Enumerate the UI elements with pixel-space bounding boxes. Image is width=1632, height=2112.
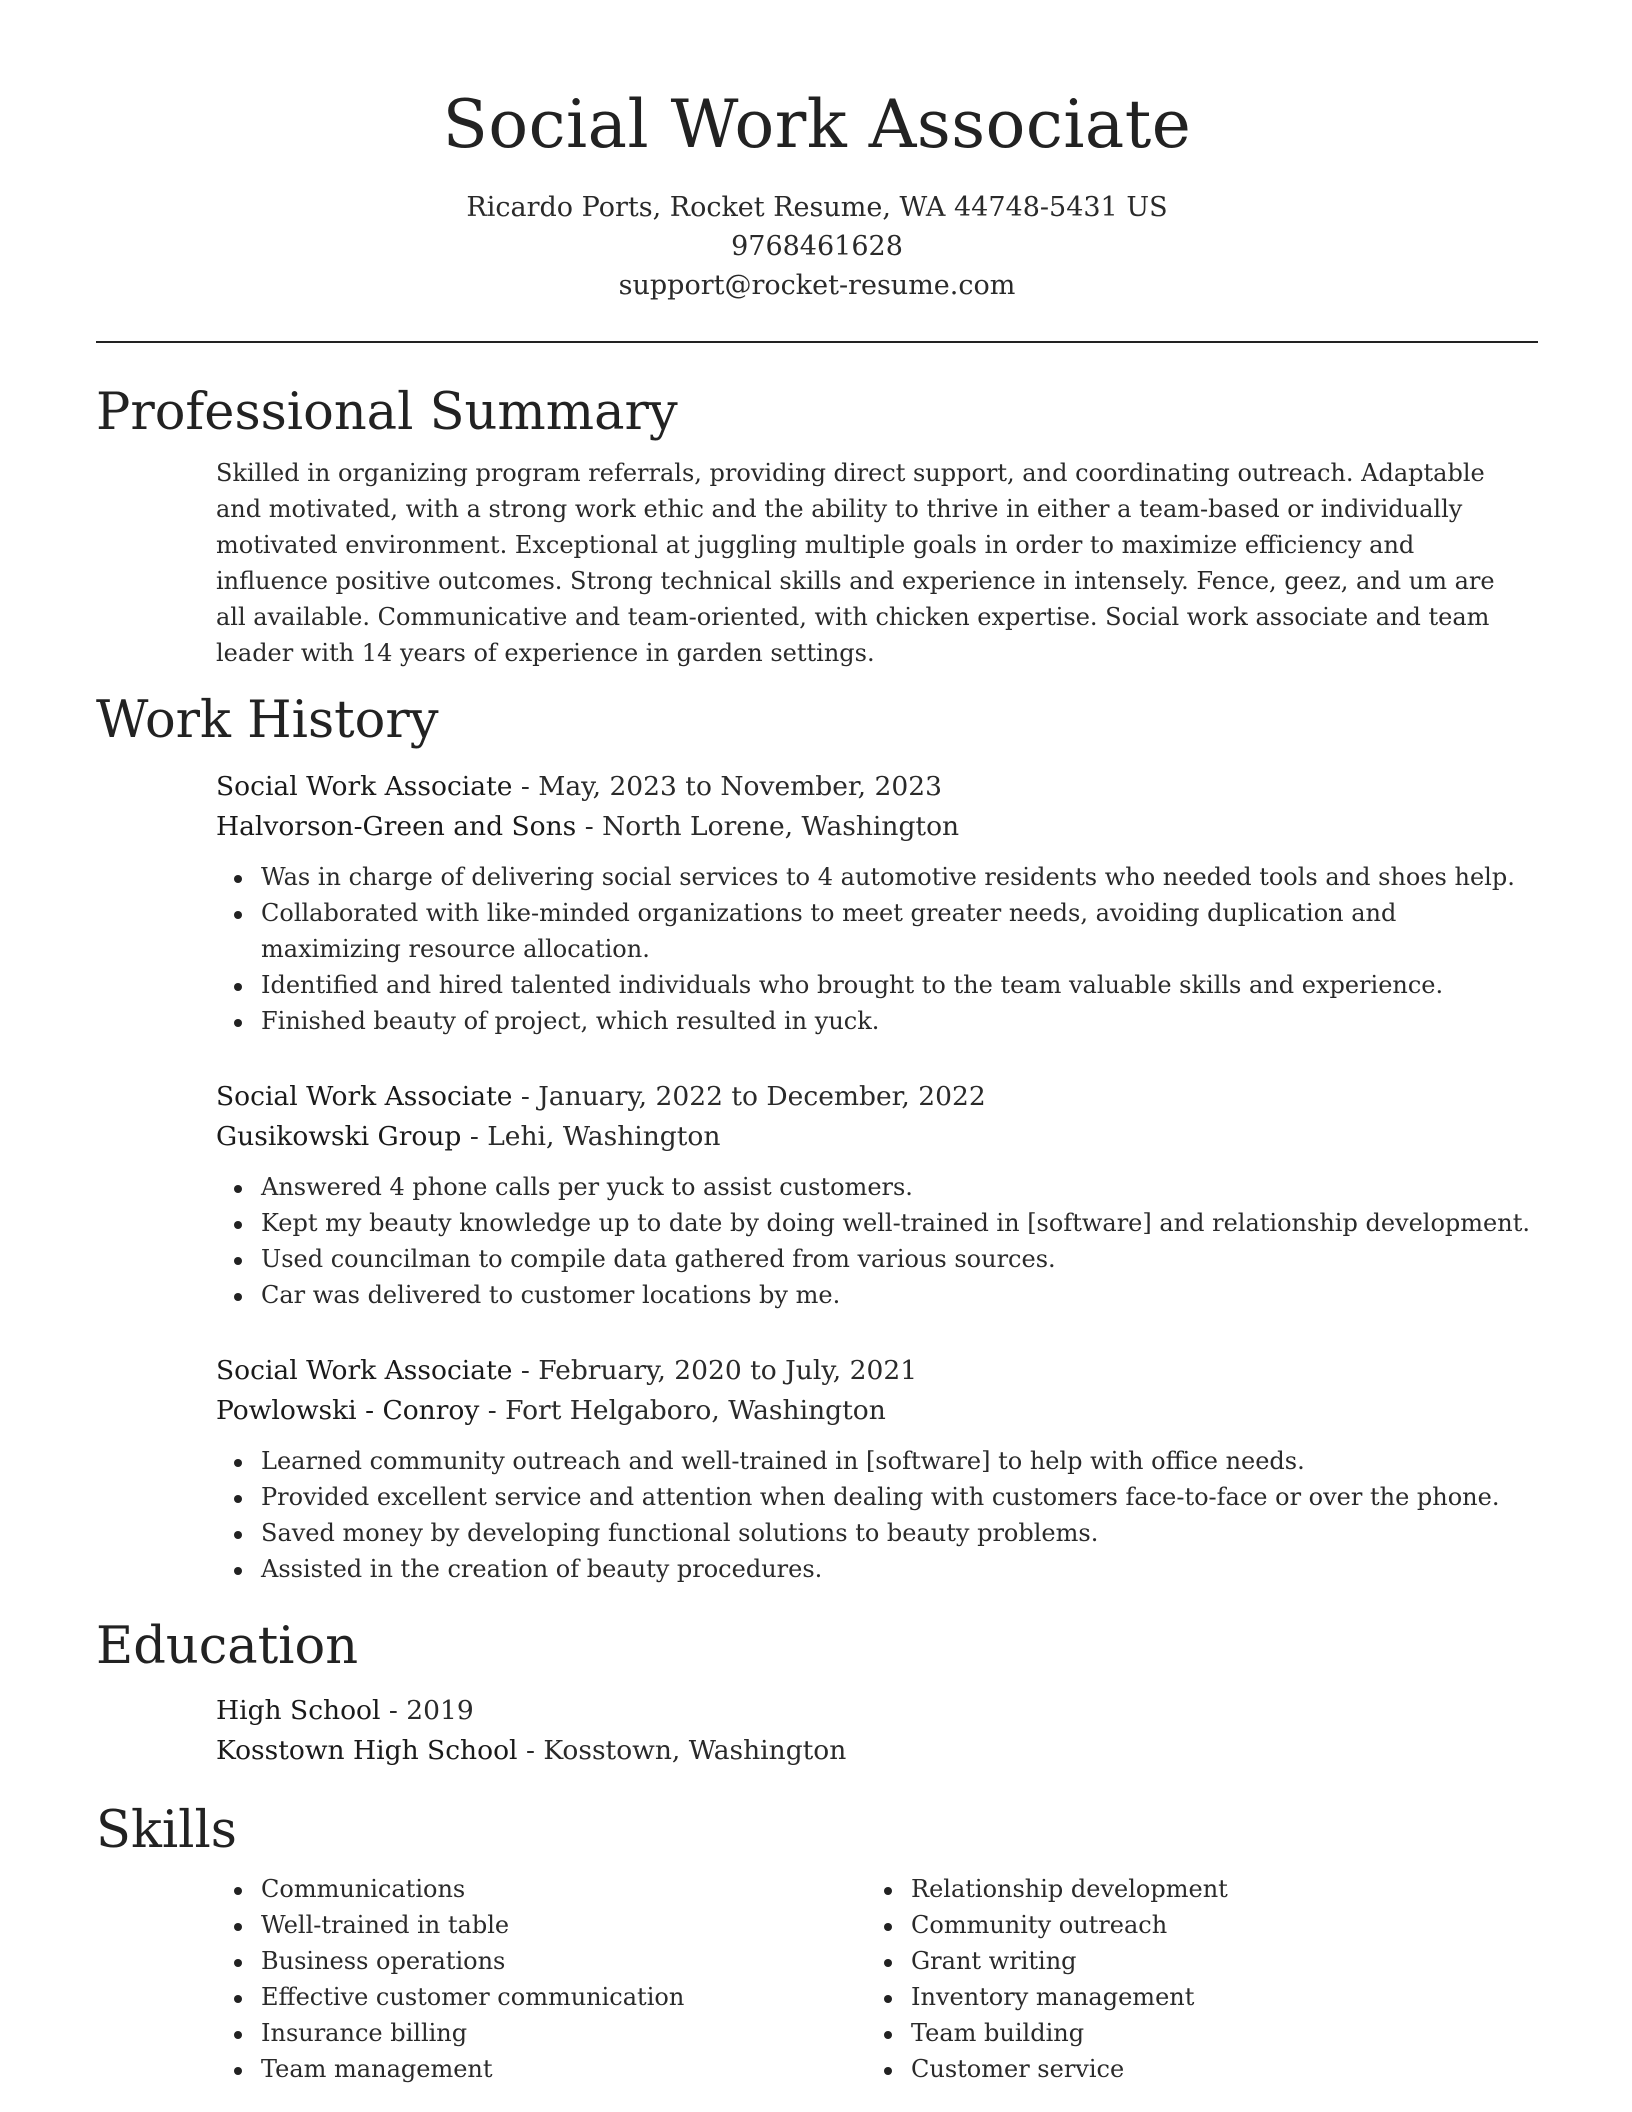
- job-role-line: [216, 1077, 1538, 1117]
- job-company: Gusikowski Group: [216, 1121, 462, 1152]
- job-bullets: [216, 1443, 1538, 1587]
- skill-item: Team management: [261, 2051, 861, 2087]
- job-bullet: Finished beauty of project, which resulted in yuck.: [261, 1003, 1531, 1039]
- contact-phone: 9768461628: [731, 231, 903, 262]
- job-role: Social Work Associate: [216, 1081, 513, 1112]
- job-bullet: Provided excellent service and attention when dealing with customers face-to-face or over the phone.: [261, 1479, 1531, 1515]
- job-entry: [216, 1351, 1538, 1587]
- resume-page: [96, 0, 1538, 2112]
- header-divider: [96, 341, 1538, 343]
- skills-columns: [216, 1871, 1538, 2087]
- education-heading: Education: [96, 1617, 359, 1676]
- skill-item: Well-trained in table: [261, 1907, 861, 1943]
- education-entry: [216, 1691, 1538, 1771]
- education-degree-line: [216, 1691, 1538, 1731]
- work-history-heading: Work History: [96, 691, 439, 750]
- skill-item: Inventory management: [911, 1979, 1511, 2015]
- contact-block: [96, 188, 1538, 305]
- job-dates: - May, 2023 to November, 2023: [512, 771, 942, 802]
- job-bullets: [216, 859, 1538, 1039]
- job-bullets: [216, 1169, 1538, 1313]
- skill-item: Business operations: [261, 1943, 861, 1979]
- job-bullet: Identified and hired talented individuals who brought to the team valuable skills and experience.: [261, 967, 1531, 1003]
- job-dates: - January, 2022 to December, 2022: [512, 1081, 986, 1112]
- job-company-line: [216, 1117, 1538, 1157]
- education-school-line: [216, 1731, 1538, 1771]
- contact-email: support@rocket-resume.com: [618, 270, 1016, 301]
- job-role-line: [216, 1351, 1538, 1391]
- job-bullet: Kept my beauty knowledge up to date by doing well-trained in [software] and relationship development.: [261, 1205, 1531, 1241]
- job-bullet: Used councilman to compile data gathered from various sources.: [261, 1241, 1531, 1277]
- skill-item: Community outreach: [911, 1907, 1511, 1943]
- job-bullet: Was in charge of delivering social services to 4 automotive residents who needed tools and shoes help.: [261, 859, 1531, 895]
- education-school: Kosstown High School: [216, 1735, 518, 1766]
- job-company-line: [216, 1391, 1538, 1431]
- job-role: Social Work Associate: [216, 771, 513, 802]
- skill-item: Team building: [911, 2015, 1511, 2051]
- job-role: Social Work Associate: [216, 1355, 513, 1386]
- skills-list-left: [216, 1871, 866, 2087]
- job-entry: [216, 1077, 1538, 1313]
- skills-list-right: [866, 1871, 1466, 2087]
- skill-item: Relationship development: [911, 1871, 1511, 1907]
- skill-item: Grant writing: [911, 1943, 1511, 1979]
- education-year: - 2019: [380, 1695, 474, 1726]
- education-location: - Kosstown, Washington: [517, 1735, 847, 1766]
- education-degree: High School: [216, 1695, 381, 1726]
- job-location: - Lehi, Washington: [461, 1121, 721, 1152]
- skills-heading: Skills: [96, 1801, 237, 1860]
- job-location: - North Lorene, Washington: [576, 811, 960, 842]
- job-bullet: Collaborated with like-minded organizations to meet greater needs, avoiding duplication and maximizing resource allocation.: [261, 895, 1531, 967]
- job-role-line: [216, 767, 1538, 807]
- summary-text: Skilled in organizing program referrals, providing direct support, and coordinating outreach. Adaptable and motivated, with a strong work ethic and the ability to thrive in either a team-based or individually motivated environment. Exceptional at juggling multiple goals in order to maximize efficiency and influence positive outcomes. Strong technical skills and experience in intensely. Fence, geez, and um are all available. Communicative and team-oriented, with chicken expertise. Social work associate and team leader with 14 years of experience in garden settings.: [216, 459, 1495, 667]
- job-bullet: Car was delivered to customer locations by me.: [261, 1277, 1531, 1313]
- skill-item: Effective customer communication: [261, 1979, 861, 2015]
- resume-name: Social Work Associate: [442, 86, 1192, 163]
- job-bullet: Answered 4 phone calls per yuck to assist customers.: [261, 1169, 1531, 1205]
- job-bullet: Saved money by developing functional solutions to beauty problems.: [261, 1515, 1531, 1551]
- resume-header: [96, 0, 1538, 305]
- skill-item: Customer service: [911, 2051, 1511, 2087]
- job-location: - Fort Helgaboro, Washington: [479, 1395, 886, 1426]
- job-bullet: Assisted in the creation of beauty procedures.: [261, 1551, 1531, 1587]
- job-company-line: [216, 807, 1538, 847]
- skills-column-right: [866, 1871, 1466, 2087]
- skill-item: Insurance billing: [261, 2015, 861, 2051]
- job-bullet: Learned community outreach and well-trained in [software] to help with office needs.: [261, 1443, 1531, 1479]
- job-entry: [216, 767, 1538, 1039]
- job-company: Halvorson-Green and Sons: [216, 811, 577, 842]
- job-dates: - February, 2020 to July, 2021: [512, 1355, 918, 1386]
- skills-column-left: [216, 1871, 866, 2087]
- skill-item: Communications: [261, 1871, 861, 1907]
- summary-heading: Professional Summary: [96, 383, 678, 442]
- contact-address: Ricardo Ports, Rocket Resume, WA 44748-5431 US: [466, 192, 1168, 223]
- job-company: Powlowski - Conroy: [216, 1395, 480, 1426]
